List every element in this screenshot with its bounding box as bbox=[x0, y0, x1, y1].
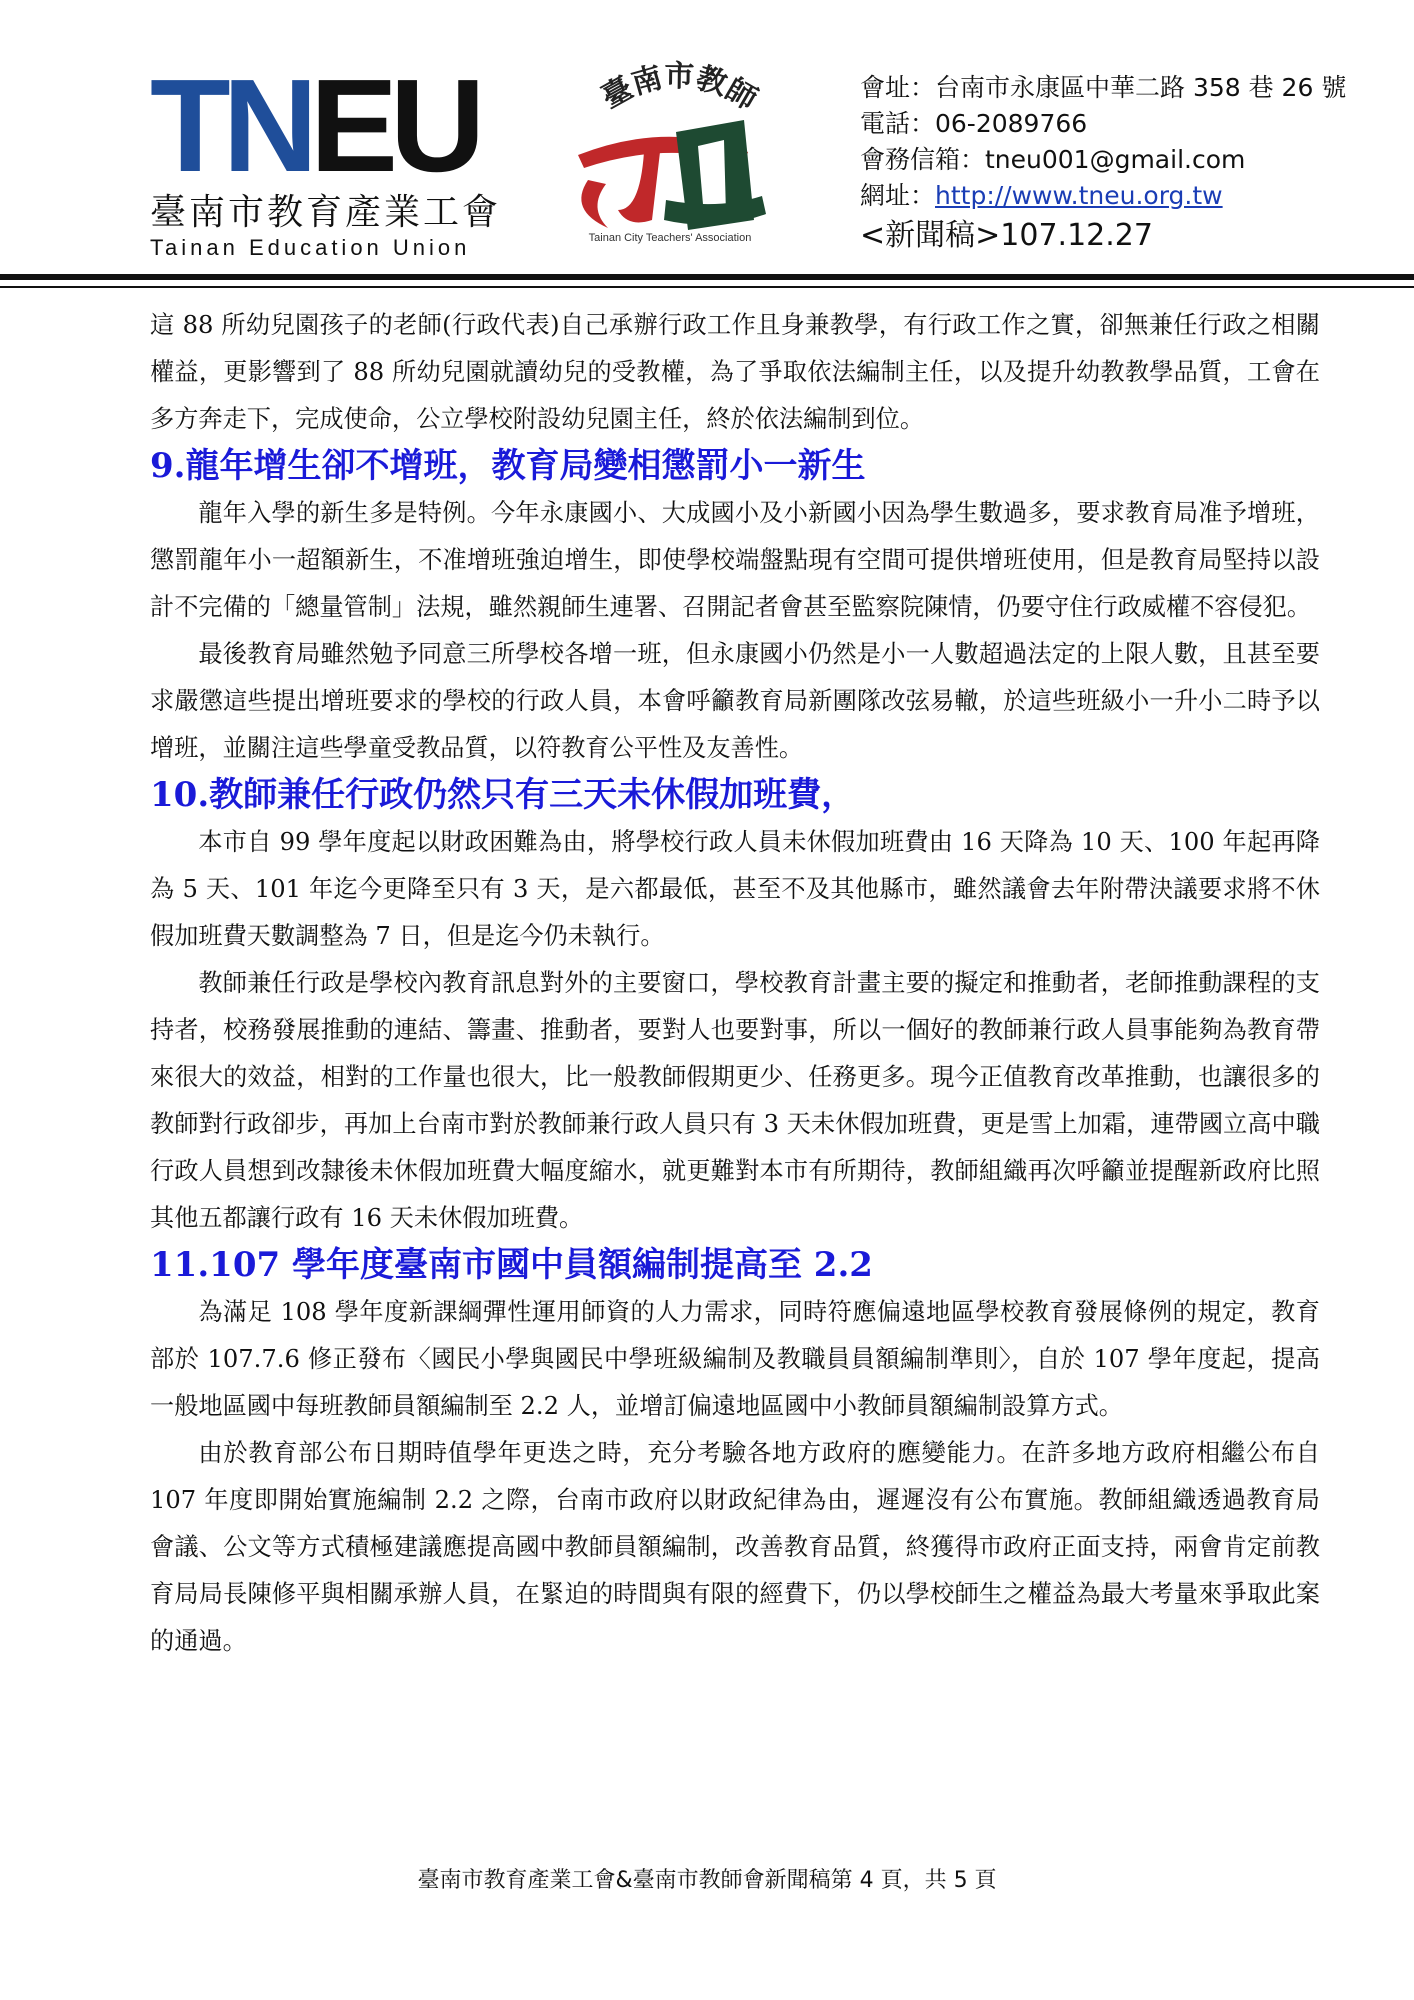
tneu-logo-letters bbox=[150, 52, 520, 199]
section-9-heading bbox=[150, 443, 1320, 490]
union-name-zh: 臺南市教育產業工會 bbox=[150, 192, 502, 233]
section-11-title: 107 學年度臺南市國中員額編制提高至 2.2 bbox=[209, 1245, 873, 1285]
tneu-logo bbox=[150, 52, 520, 261]
section-11-paragraph-1: 為滿足 108 學年度新課綱彈性運用師資的人力需求，同時符應偏遠地區學校教育發展條例的規定，教育部於 107.7.6 修正發布〈國民小學與國民中學班級編制及教職員員額編制準則〉，自於 107 學年度起，提高一般地區國中每班教師員額編制至 2.2 人，並增訂偏遠地區國中小教師員額編制設算方式。 bbox=[150, 1298, 1320, 1420]
union-name-en: Tainan Education Union bbox=[150, 235, 471, 260]
website-link[interactable]: http://www.tneu.org.tw bbox=[935, 181, 1223, 210]
section-11-paragraph-2: 由於教育部公布日期時值學年更迭之時，充分考驗各地方政府的應變能力。在許多地方政府相繼公布自 107 年度即開始實施編制 2.2 之際，台南市政府以財政紀律為由，遲遲沒有公布實施。教師組織透過教育局會議、公文等方式積極建議應提高國中教師員額編制，改善教育品質，終獲得市政府正面支持，兩會肯定前教育局局長陳修平與相關承辦人員，在緊迫的時間與有限的經費下，仍以學校師生之權益為最大考量來爭取此案的通過。 bbox=[150, 1439, 1320, 1655]
release-date: <新聞稿>107.12.27 bbox=[860, 218, 1153, 253]
website-label: 網址： bbox=[860, 181, 936, 210]
tneu-logo-tn: TN bbox=[150, 52, 310, 199]
svg-text:臺南市教師會 bbox=[548, 60, 763, 117]
header-rule-thick bbox=[0, 274, 1414, 280]
page-footer: 臺南市教育產業工會&臺南市教師會新聞稿第 4 頁，共 5 頁 bbox=[417, 1868, 997, 1893]
seal-title: 臺南市教師 bbox=[595, 60, 763, 118]
phone: 電話：06-2089766 bbox=[860, 109, 1088, 138]
header-rule-thin bbox=[0, 286, 1414, 288]
teachers-association-seal bbox=[548, 60, 788, 250]
section-9-paragraph-1: 龍年入學的新生多是特例。今年永康國小、大成國小及小新國小因為學生數過多，要求教育局准予增班，懲罰龍年小一超額新生，不准增班強迫增生，即使學校端盤點現有空間可提供增班使用，但是教育局堅持以設計不完備的「總量管制」法規，雖然親師生連署、召開記者會甚至監察院陳情，仍要守住行政威權不容侵犯。 bbox=[150, 499, 1320, 621]
tneu-logo-eu: EU bbox=[309, 52, 478, 199]
address: 會址：台南市永康區中華二路 358 巷 26 號 bbox=[860, 73, 1347, 102]
section-10-title: 教師兼任行政仍然只有三天未休假加班費， bbox=[209, 775, 856, 815]
section-10-number: 10. bbox=[150, 775, 210, 815]
section-10-paragraph-2: 教師兼任行政是學校內教育訊息對外的主要窗口，學校教育計畫主要的擬定和推動者，老師推動課程的支持者，校務發展推動的連結、籌畫、推動者，要對人也要對事，所以一個好的教師兼行政人員事能夠為教育帶來很大的效益，相對的工作量也很大，比一般教師假期更少、任務更多。現今正值教育改革推動，也讓很多的教師對行政卻步，再加上台南市對於教師兼行政人員只有 3 天未休假加班費，更是雪上加霜，連帶國立高中職行政人員想到改隸後未休假加班費大幅度縮水，就更難對本市有所期待，教師組織再次呼籲並提醒新政府比照其他五都讓行政有 16 天未休假加班費。 bbox=[150, 969, 1320, 1232]
seal-caption: Tainan City Teachers' Association bbox=[588, 232, 752, 244]
section-9-paragraph-2: 最後教育局雖然勉予同意三所學校各增一班，但永康國小仍然是小一人數超過法定的上限人數，且甚至要求嚴懲這些提出增班要求的學校的行政人員，本會呼籲教育局新團隊改弦易轍，於這些班級小一升小二時予以增班，並關注這些學童受教品質，以符教育公平性及友善性。 bbox=[150, 640, 1320, 762]
section-9-title: 龍年增生卻不增班，教育局變相懲罰小一新生 bbox=[185, 446, 866, 486]
section-9-number: 9. bbox=[150, 446, 186, 486]
website bbox=[860, 178, 1400, 214]
seal-emblem-icon bbox=[548, 60, 788, 250]
section-11-heading bbox=[150, 1242, 1320, 1289]
section-10-paragraph-1: 本市自 99 學年度起以財政困難為由，將學校行政人員未休假加班費由 16 天降為 10 天、100 年起再降為 5 天、101 年迄今更降至只有 3 天，是六都最低，甚至不及其他縣市，雖然議會去年附帶決議要求將不休假加班費天數調整為 7 日，但是迄今仍未執行。 bbox=[150, 828, 1320, 950]
section-10-heading bbox=[150, 772, 1320, 819]
email: 會務信箱：tneu001@gmail.com bbox=[860, 145, 1246, 174]
section-11-number: 11. bbox=[150, 1245, 210, 1285]
contact-info bbox=[860, 70, 1400, 254]
article-body bbox=[150, 302, 1320, 1665]
intro-paragraph: 這 88 所幼兒園孩子的老師(行政代表)自己承辦行政工作且身兼教學，有行政工作之實，卻無兼任行政之相關權益，更影響到了 88 所幼兒園就讀幼兒的受教權，為了爭取依法編制主任，以及提升幼教教學品質，工會在多方奔走下，完成使命，公立學校附設幼兒園主任，終於依法編制到位。 bbox=[150, 311, 1320, 433]
